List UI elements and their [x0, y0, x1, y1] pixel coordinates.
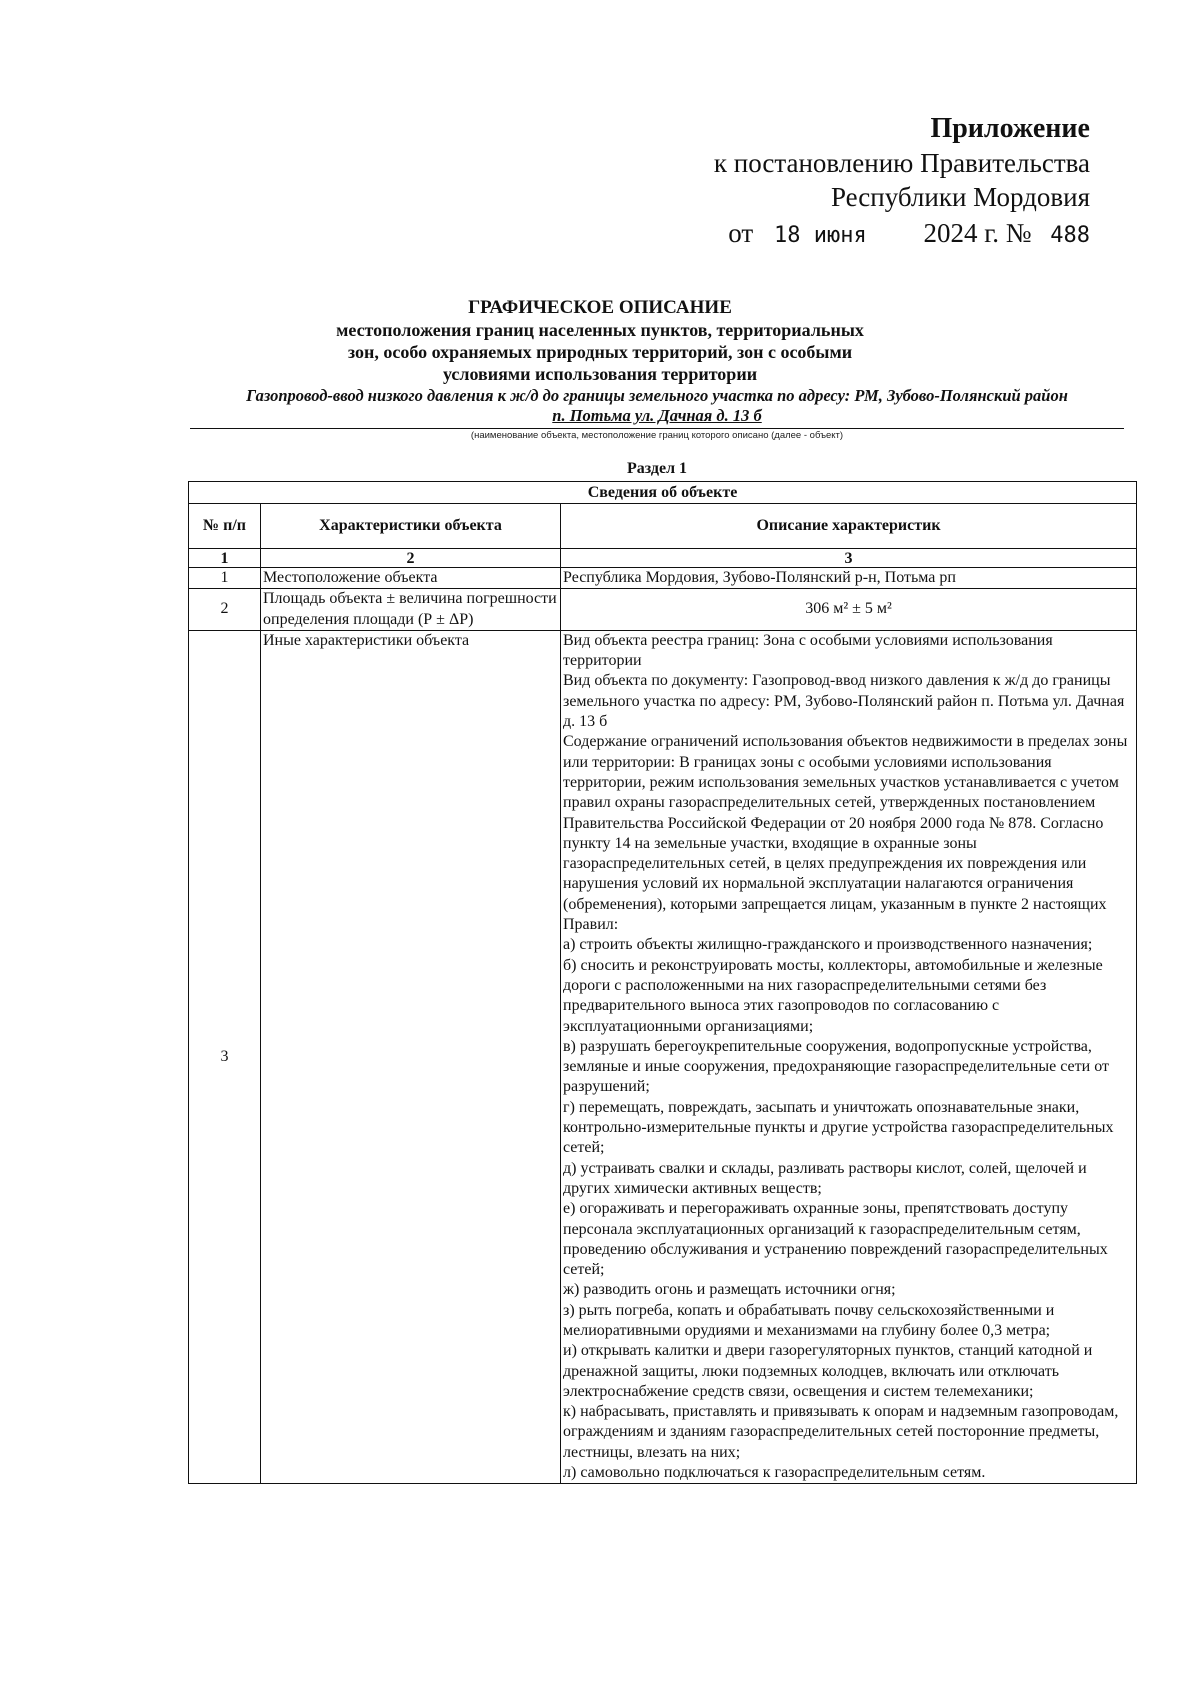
appendix-date — [714, 216, 1090, 253]
row-1-name: Местоположение объекта — [261, 568, 561, 589]
description-paragraph: Вид объекта по документу: Газопровод-ввод низкого давления к ж/д до границы земельного участка по адресу: РМ, Зубово-Полянский район п. Потьма ул. Дачная д. 13 б — [563, 672, 1125, 731]
header-characteristics: Характеристики объекта — [261, 504, 561, 549]
row-3-number: 3 — [189, 630, 261, 1483]
restriction-item-v: в) разрушать берегоукрепительные сооружения, водопропускные устройства, земляные и иные сооружения, предохраняющие газораспределительные сети от разрушений; — [563, 1037, 1109, 1096]
row-1-number: 1 — [189, 568, 261, 589]
restriction-item-g: г) перемещать, повреждать, засыпать и уничтожать опознавательные знаки, контрольно-измерительные пункты и другие устройства газораспределительных сетей; — [563, 1098, 1114, 1157]
date-prefix: от — [728, 218, 754, 248]
appendix-title: Приложение — [930, 113, 1090, 144]
table-row — [189, 630, 1137, 1483]
table-row — [189, 568, 1137, 589]
restriction-item-zh: ж) разводить огонь и размещать источники огня; — [563, 1281, 896, 1299]
row-1-value: Республика Мордовия, Зубово-Полянский р-н, Потьма рп — [561, 568, 1137, 589]
row-3-value — [561, 630, 1137, 1483]
object-name-line-1: Газопровод-ввод низкого давления к ж/д до границы земельного участка по адресу: РМ, Зубово-Полянский район — [246, 386, 1068, 405]
restriction-item-a: а) строить объекты жилищно-гражданского и производственного назначения; — [563, 936, 1093, 954]
table-row — [189, 589, 1137, 631]
appendix-line-1: к постановлению Правительства — [713, 148, 1090, 178]
row-2-name: Площадь объекта ± величина погрешности определения площади (Р ± ΔР) — [261, 589, 561, 631]
col-number-1: 1 — [189, 549, 261, 568]
restriction-item-k: к) набрасывать, приставлять и привязывать к опорам и надземным газопроводам, ограждениям и зданиям газораспределительных сетей посторонние предметы, лестницы, влезать на них; — [563, 1403, 1119, 1461]
appendix-header — [714, 112, 1090, 253]
restriction-item-z: з) рыть погреба, копать и обрабатывать почву сельскохозяйственными и мелиоративными орудиями и механизмами на глубину более 0,3 метра; — [563, 1301, 1055, 1339]
row-3-name: Иные характеристики объекта — [261, 630, 561, 1483]
object-info-table — [188, 481, 1137, 1484]
restriction-item-l: л) самовольно подключаться к газораспределительным сетям. — [563, 1464, 986, 1482]
col-number-3: 3 — [561, 549, 1137, 568]
object-caption: (наименование объекта, местоположение границ которого описано (далее - объект) — [470, 430, 844, 441]
row-2-value: 306 м² ± 5 м² — [561, 589, 1137, 631]
document-subtitle-line-1: местоположения границ населенных пунктов, территориальных — [336, 320, 864, 340]
appendix-line-2: Республики Мордовия — [830, 182, 1090, 212]
document-subtitle-line-2: зон, особо охраняемых природных территорий, зон с особыми — [347, 342, 853, 362]
description-paragraph: Содержание ограничений использования объектов недвижимости в пределах зоны или территории: В границах зоны с особыми условиями использования территории, режим использования земельных участков устанавливается с учетом правил охраны газораспределительных сетей, утвержденных постановлением Правительства Российской Федерации от 20 ноября 2000 года № 878. Согласно пункту 14 на земельные участки, входящие в охранные зоны газораспределительных сетей, в целях предупреждения их повреждения или нарушения условий их нормальной эксплуатации налагаются ограничения (обременения), которыми запрещается лицам, указанным в пункте 2 настоящих Правил: — [563, 733, 1128, 934]
date-year: 2024 г. № — [923, 218, 1032, 248]
restriction-item-e: е) огораживать и перегораживать охранные зоны, препятствовать доступу персонала эксплуатационных организаций к газораспределительным сетям, проведению обслуживания и устранению повреждений газораспределительных сетей; — [563, 1200, 1108, 1279]
header-description: Описание характеристик — [561, 504, 1137, 549]
section-title: Раздел 1 — [626, 460, 688, 477]
document-title-block — [160, 296, 1040, 385]
header-number: № п/п — [189, 504, 261, 549]
col-number-2: 2 — [261, 549, 561, 568]
object-name-line-2: п. Потьма ул. Дачная д. 13 б — [552, 406, 762, 425]
object-name — [190, 386, 1124, 426]
decree-number: 488 — [1050, 223, 1090, 248]
date-day-month: 18 июня — [773, 223, 867, 248]
object-name-underline — [190, 428, 1124, 429]
restriction-item-b: б) сносить и реконструировать мосты, коллекторы, автомобильные и железные дороги с расположенными на них газораспределительными сетями без предварительного выноса этих газопроводов по согласованию с эксплуатационными организациями; — [563, 956, 1103, 1035]
restriction-item-i: и) открывать калитки и двери газорегуляторных пунктов, станций катодной и дренажной защиты, люки подземных колодцев, включать или отключать электроснабжение средств связи, освещения и систем телемеханики; — [563, 1342, 1093, 1400]
restriction-item-d: д) устраивать свалки и склады, разливать растворы кислот, солей, щелочей и других химически активных веществ; — [563, 1159, 1087, 1197]
table-title: Сведения об объекте — [189, 482, 1137, 504]
document-title: ГРАФИЧЕСКОЕ ОПИСАНИЕ — [468, 297, 732, 318]
row-2-number: 2 — [189, 589, 261, 631]
description-paragraph: Вид объекта реестра границ: Зона с особыми условиями использования территории — [563, 631, 1053, 670]
document-subtitle-line-3: условиями использования территории — [442, 364, 758, 384]
